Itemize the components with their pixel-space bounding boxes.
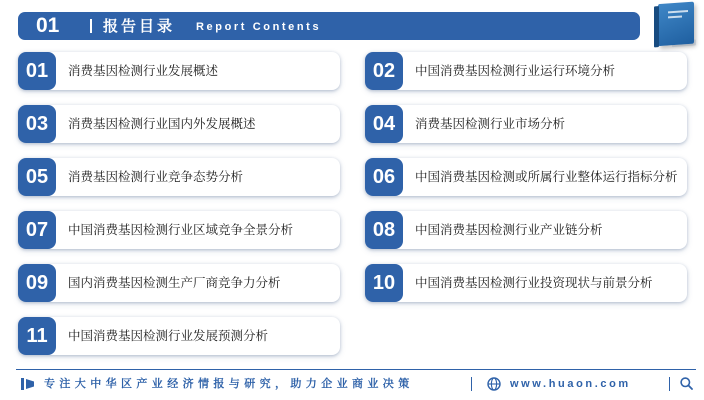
contents-item-11[interactable] [18,317,340,355]
item-label: 消费基因检测行业市场分析 [415,116,566,131]
page-title: 报告目录 [103,17,176,35]
contents-item-02[interactable] [365,52,687,90]
footer-separator [669,377,670,391]
contents-item-05[interactable] [18,158,340,196]
item-number: 09 [18,264,56,302]
contents-item-01[interactable] [18,52,340,90]
contents-item-08[interactable] [365,211,687,249]
item-label: 中国消费基因检测行业产业链分析 [415,222,603,237]
section-number: 01 [36,14,60,37]
item-label: 中国消费基因检测行业区域竞争全景分析 [68,222,294,237]
item-number: 02 [365,52,403,90]
book-cover [658,2,694,47]
item-label: 中国消费基因检测行业发展预测分析 [68,328,269,343]
item-number: 06 [365,158,403,196]
contents-item-04[interactable] [365,105,687,143]
item-number: 05 [18,158,56,196]
page-subtitle: Report Contents [196,21,322,33]
website-url[interactable]: www.huaon.com [510,378,631,390]
item-number: 11 [18,317,56,355]
contents-item-10[interactable] [365,264,687,302]
contents-item-03[interactable] [18,105,340,143]
item-number: 10 [365,264,403,302]
header-bar [18,12,640,40]
contents-item-06[interactable] [365,158,687,196]
item-number: 03 [18,105,56,143]
item-label: 中国消费基因检测行业运行环境分析 [415,63,616,78]
footer-separator [471,377,472,391]
globe-icon [487,377,501,391]
item-label: 消费基因检测行业发展概述 [68,63,219,78]
contents-item-07[interactable] [18,211,340,249]
item-number: 01 [18,52,56,90]
footer-divider [16,369,696,370]
book-cover-line [668,15,682,18]
item-label: 中国消费基因检测行业投资现状与前景分析 [415,275,653,290]
book-cover-line [668,10,688,13]
item-label: 国内消费基因检测生产厂商竞争力分析 [68,275,281,290]
item-label: 中国消费基因检测或所属行业整体运行指标分析 [415,169,678,184]
item-number: 08 [365,211,403,249]
book-spine [654,6,659,47]
item-label: 消费基因检测行业竞争态势分析 [68,169,244,184]
contents-item-09[interactable] [18,264,340,302]
item-number: 07 [18,211,56,249]
logo-icon [20,377,36,391]
footer-slogan: 专注大中华区产业经济情报与研究，助力企业商业决策 [44,377,414,390]
header-divider [90,19,92,33]
book-icon [652,1,696,48]
item-number: 04 [365,105,403,143]
item-label: 消费基因检测行业国内外发展概述 [68,116,256,131]
search-icon[interactable] [680,377,693,390]
